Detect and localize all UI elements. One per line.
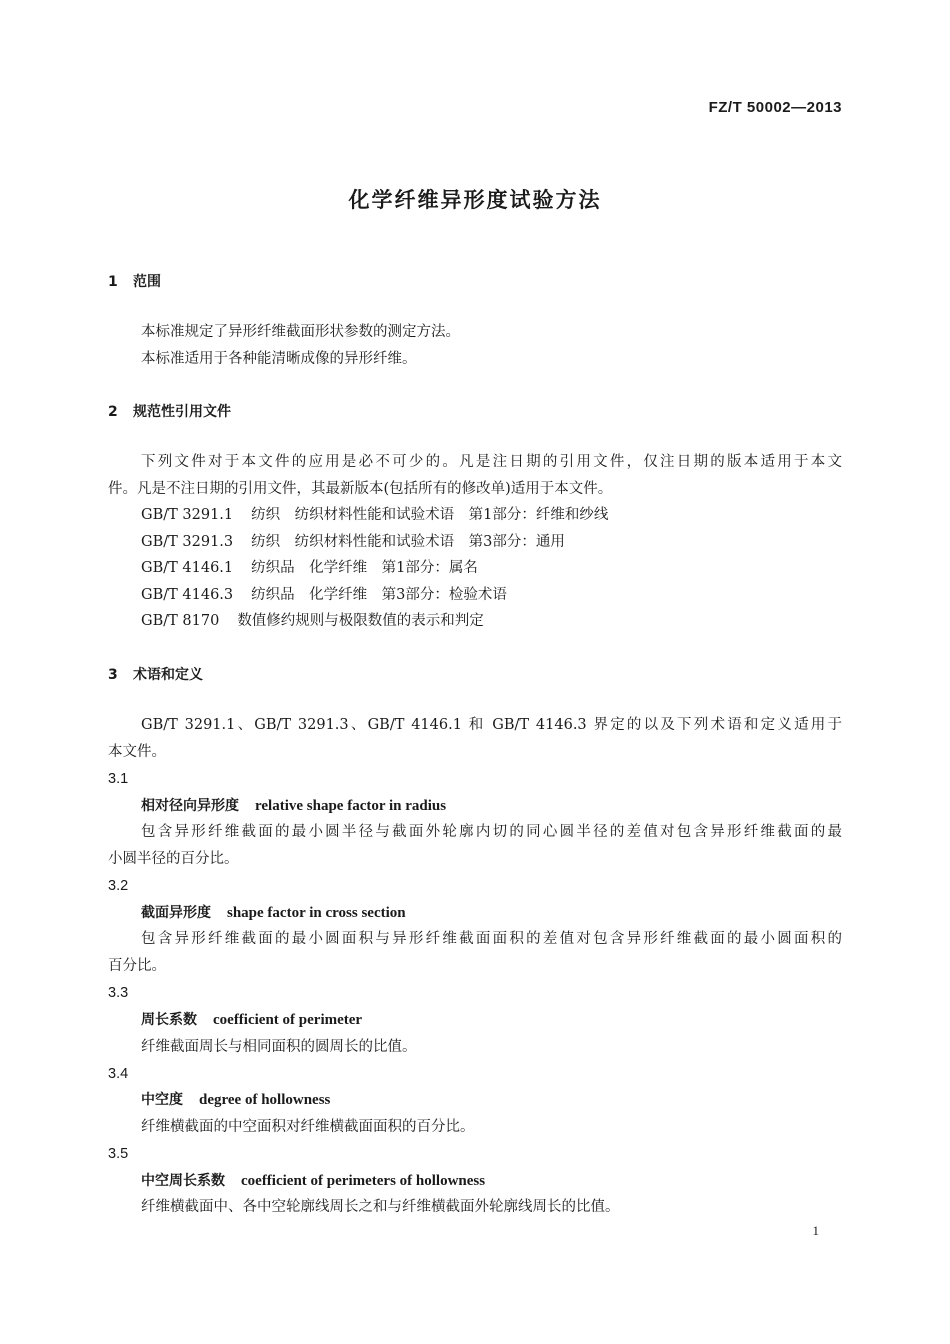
reference-code: GB/T 8170 (141, 613, 220, 629)
terms-intro-line: GB/T 3291.1、GB/T 3291.3、GB/T 4146.1 和 GB/T 4146.3 界定的以及下列术语和定义适用于 (141, 717, 842, 733)
scope-paragraph: 本标准规定了异形纤维截面形状参数的测定方法。 (141, 324, 460, 340)
reference-title: 纺织 纺织材料性能和试验术语 第1部分：纤维和纱线 (251, 507, 609, 523)
term-definition: 包含异形纤维截面的最小圆半径与截面外轮廓内切的同心圆半径的差值对包含异形纤维截面的最 (141, 824, 842, 840)
reference-title: 纺织品 化学纤维 第1部分：属名 (251, 560, 478, 576)
term-heading (141, 903, 406, 923)
reference-title: 纺织品 化学纤维 第3部分：检验术语 (251, 587, 507, 603)
document-title: 化学纤维异形度试验方法 (348, 188, 602, 212)
term-english: coefficient of perimeters of hollowness (241, 1173, 486, 1189)
term-heading (141, 1171, 485, 1191)
reference-item (141, 585, 507, 605)
term-english: relative shape factor in radius (255, 798, 447, 814)
term-definition: 纤维横截面的中空面积对纤维横截面面积的百分比。 (141, 1119, 475, 1135)
reference-item (141, 505, 608, 525)
section-title: 规范性引用文件 (133, 404, 231, 420)
term-heading (141, 1010, 362, 1030)
term-definition: 纤维截面周长与相同面积的圆周长的比值。 (141, 1039, 417, 1055)
standard-number: FZ/T 50002—2013 (708, 99, 842, 116)
section-number: 1 (108, 274, 118, 290)
term-chinese: 中空度 (141, 1092, 183, 1108)
references-intro-line: 下列文件对于本文件的应用是必不可少的。凡是注日期的引用文件，仅注日期的版本适用于本文 (141, 454, 842, 470)
term-chinese: 截面异形度 (141, 905, 211, 921)
reference-code: GB/T 4146.3 (141, 587, 234, 603)
term-heading (141, 796, 446, 816)
terms-intro-line: 本文件。 (108, 744, 166, 760)
reference-code: GB/T 3291.3 (141, 534, 234, 550)
term-number: 3.4 (108, 1066, 129, 1082)
reference-code: GB/T 3291.1 (141, 507, 234, 523)
section-number: 3 (108, 667, 118, 683)
term-chinese: 相对径向异形度 (141, 798, 239, 814)
section-title: 范围 (133, 274, 161, 290)
scope-paragraph: 本标准适用于各种能清晰成像的异形纤维。 (141, 351, 417, 367)
reference-code: GB/T 4146.1 (141, 560, 234, 576)
term-heading (141, 1090, 330, 1110)
term-chinese: 中空周长系数 (141, 1173, 225, 1189)
section-title: 术语和定义 (133, 667, 203, 683)
term-definition: 纤维横截面中、各中空轮廓线周长之和与纤维横截面外轮廓线周长的比值。 (141, 1199, 620, 1215)
term-number: 3.2 (108, 878, 129, 894)
term-chinese: 周长系数 (141, 1012, 197, 1028)
term-number: 3.1 (108, 771, 129, 787)
reference-item (141, 532, 565, 552)
reference-item (141, 611, 484, 631)
term-english: coefficient of perimeter (213, 1012, 363, 1028)
term-english: shape factor in cross section (227, 905, 406, 921)
section-1-heading (108, 271, 161, 291)
page-number: 1 (812, 1223, 819, 1238)
reference-item (141, 558, 478, 578)
section-2-heading (108, 401, 231, 421)
term-definition: 小圆半径的百分比。 (108, 851, 239, 867)
term-definition: 百分比。 (108, 958, 166, 974)
reference-title: 纺织 纺织材料性能和试验术语 第3部分：通用 (251, 534, 565, 550)
section-3-heading (108, 664, 203, 684)
term-definition: 包含异形纤维截面的最小圆面积与异形纤维截面面积的差值对包含异形纤维截面的最小圆面积的 (141, 931, 842, 947)
references-intro-line: 件。凡是不注日期的引用文件，其最新版本(包括所有的修改单)适用于本文件。 (108, 481, 613, 497)
term-number: 3.5 (108, 1146, 129, 1162)
section-number: 2 (108, 404, 118, 420)
term-english: degree of hollowness (199, 1092, 331, 1108)
reference-title: 数值修约规则与极限数值的表示和判定 (237, 613, 484, 629)
term-number: 3.3 (108, 985, 129, 1001)
